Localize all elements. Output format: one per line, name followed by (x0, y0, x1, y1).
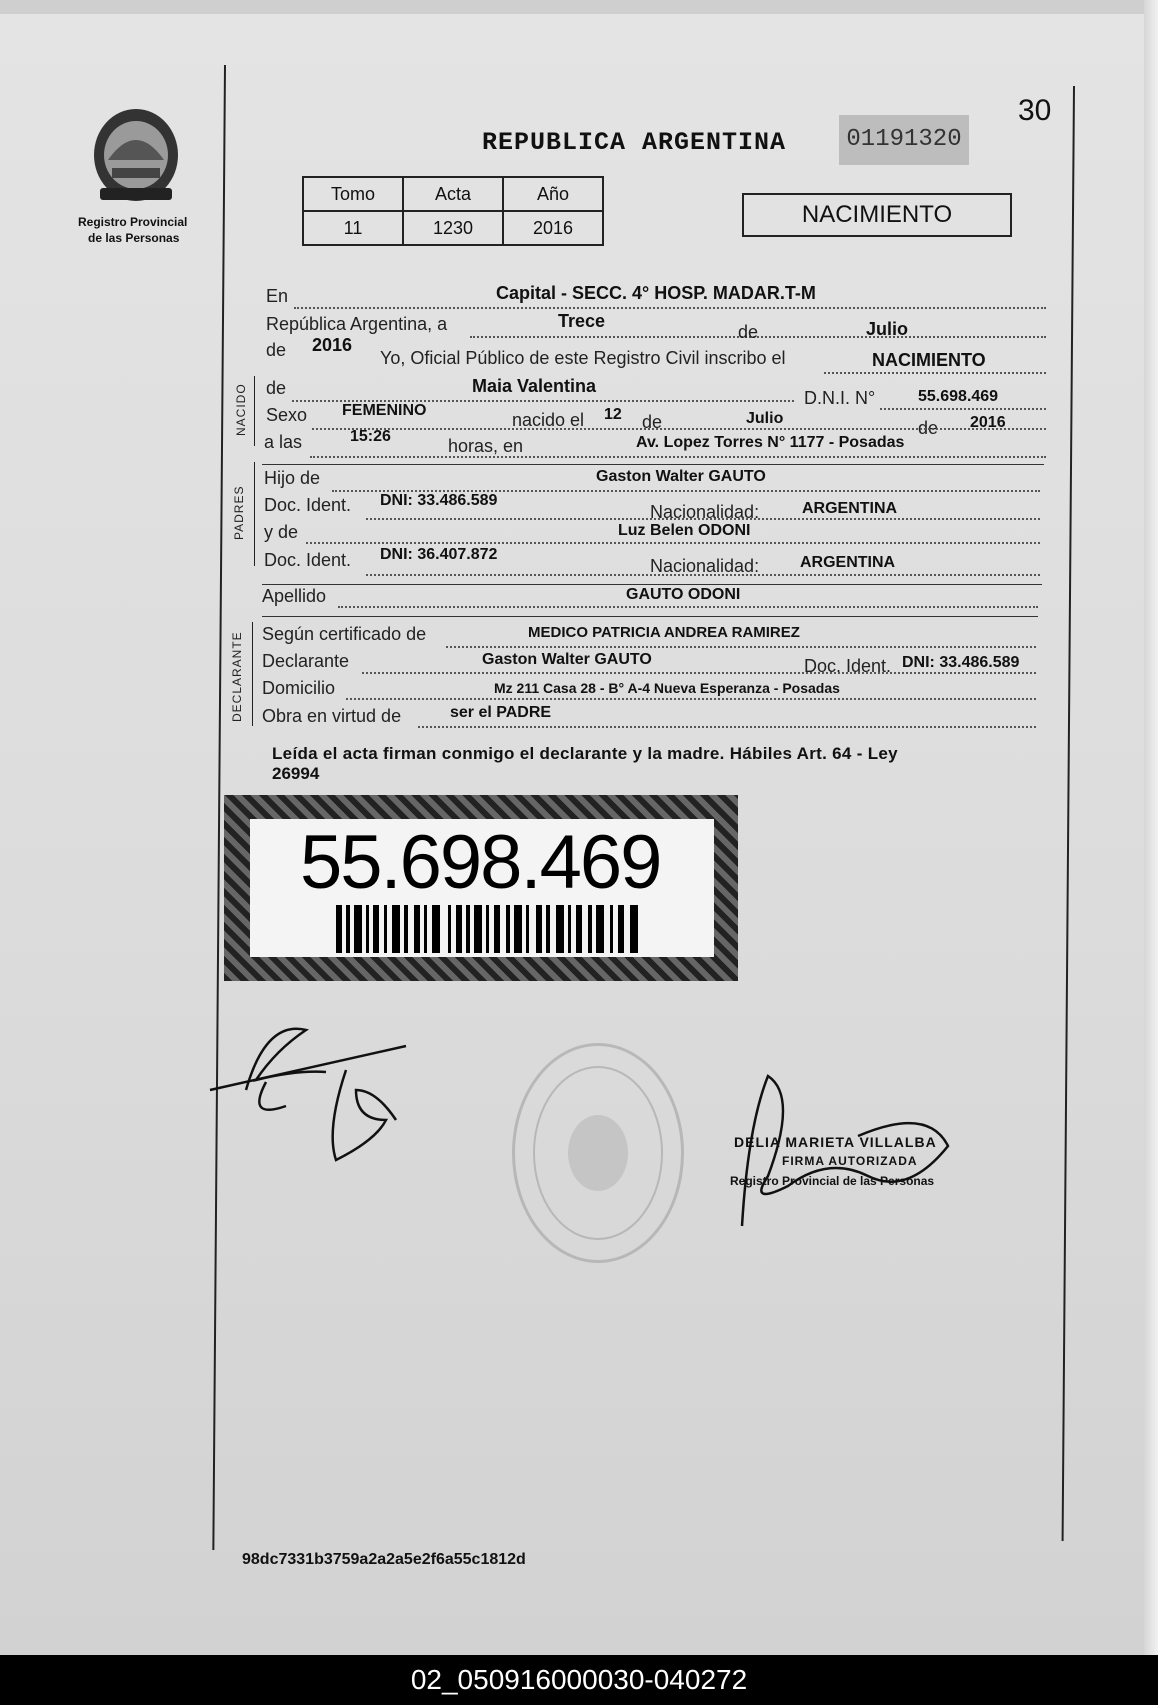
father-nationality-value: ARGENTINA (802, 500, 898, 517)
tomo-value: 11 (303, 211, 403, 245)
father-doc-label: Doc. Ident. (264, 495, 352, 515)
serial-number: 01191320 (839, 115, 969, 165)
sexo-label: Sexo (266, 405, 308, 425)
mother-doc-dotted-line (366, 574, 1040, 576)
a-las-label: a las (264, 432, 303, 452)
page-number: 30 (1018, 94, 1052, 127)
anio-header: Año (503, 177, 603, 211)
y-de-label: y de (264, 522, 299, 542)
horas-en-label: horas, en (448, 436, 524, 456)
nacido-divider (262, 464, 1044, 465)
declarante-doc-value: DNI: 33.486.589 (902, 654, 1020, 671)
apellido-dotted-line (338, 606, 1038, 608)
footer-id: 02_050916000030-040272 (410, 1664, 748, 1695)
dni-barcode-sticker (224, 795, 738, 981)
domicilio-value: Mz 211 Casa 28 - B° A-4 Nueva Esperanza - Posadas (494, 680, 840, 696)
father-nationality-label: Nacionalidad: (650, 502, 760, 522)
padres-bracket (254, 462, 255, 566)
declarante-doc-label: Doc. Ident. (804, 656, 892, 676)
mother-nationality-label: Nacionalidad: (650, 556, 760, 576)
mother-nationality-value: ARGENTINA (800, 554, 896, 571)
place-dotted-line (294, 307, 1046, 309)
country-title: REPUBLICA ARGENTINA (482, 128, 787, 157)
birth-time-value: 15:26 (350, 428, 391, 445)
official-registry-stamp (512, 1043, 684, 1263)
republica-label: República Argentina, a (266, 314, 448, 334)
dni-dotted-line (880, 408, 1046, 410)
day-words-value: Trece (558, 311, 606, 331)
nacido-de-label: de (266, 378, 287, 398)
dni-label: D.N.I. N° (804, 388, 876, 408)
acta-value: 1230 (403, 211, 503, 245)
month-value: Julio (866, 319, 909, 339)
de-label: de (738, 322, 759, 342)
official-text: Yo, Oficial Público de este Registro Civil inscribo el (380, 348, 786, 368)
declarante-bracket (252, 622, 253, 726)
apellido-label: Apellido (262, 586, 327, 606)
misiones-coat-of-arms-logo (86, 100, 196, 210)
official-name: DELIA MARIETA VILLALBA (734, 1134, 937, 1150)
document-hash: 98dc7331b3759a2a2a5e2f6a55c1812d (242, 1551, 526, 1568)
father-doc-value: DNI: 33.486.589 (380, 492, 498, 509)
declarante-label: Declarante (262, 651, 350, 671)
place-value: Capital - SECC. 4° HOSP. MADAR.T-M (496, 283, 816, 303)
sexo-value: FEMENINO (342, 402, 427, 419)
inscription-dotted-line (824, 372, 1046, 374)
mother-doc-value: DNI: 36.407.872 (380, 546, 498, 563)
child-name-value: Maia Valentina (472, 376, 597, 396)
padres-divider (262, 584, 1042, 585)
declarant-signature (206, 1010, 426, 1170)
nacido-bracket (254, 376, 255, 446)
logo-caption-line-1: Registro Provincial (78, 215, 188, 229)
right-margin-line (1062, 86, 1075, 1541)
mother-doc-label: Doc. Ident. (264, 550, 352, 570)
hijo-de-label: Hijo de (264, 468, 321, 488)
domicilio-dotted-line (346, 698, 1036, 700)
certificado-label: Según certificado de (262, 624, 427, 644)
official-office: Registro Provincial de las Personas (730, 1174, 935, 1188)
closing-text-line-1: Leída el acta firman conmigo el declarante y la madre. Hábiles Art. 64 - Ley (272, 744, 898, 763)
mother-name-value: Luz Belen ODONI (618, 522, 751, 539)
sexo-dotted-line (312, 428, 1046, 430)
mother-dotted-line (306, 542, 1040, 544)
apellido-divider (262, 616, 1038, 617)
birth-day-value: 12 (604, 406, 622, 423)
father-doc-dotted-line (366, 518, 1040, 520)
domicilio-label: Domicilio (262, 678, 336, 698)
barcode-number: 55.698.469 (300, 820, 661, 905)
declarante-dotted-line (362, 672, 1036, 674)
record-type-box: NACIMIENTO (742, 193, 1012, 237)
official-title: FIRMA AUTORIZADA (782, 1154, 918, 1168)
child-dni-value: 55.698.469 (918, 388, 999, 405)
birth-year-value: 2016 (970, 414, 1006, 431)
page-top-edge (0, 0, 1158, 14)
birth-month-value: Julio (746, 410, 784, 427)
birth-address-value: Av. Lopez Torres N° 1177 - Posadas (636, 434, 905, 451)
nacido-el-label: nacido el (512, 410, 585, 430)
obra-value: ser el PADRE (450, 704, 552, 721)
declarante-value: Gaston Walter GAUTO (482, 651, 652, 668)
closing-text-line-2: 26994 (272, 764, 320, 783)
apellido-value: GAUTO ODONI (626, 586, 741, 603)
father-name-value: Gaston Walter GAUTO (596, 468, 766, 485)
page-right-edge (1144, 0, 1158, 1655)
footer-id-strip (0, 1655, 1158, 1705)
obra-dotted-line (418, 726, 1036, 728)
barcode-inner-panel (250, 819, 714, 957)
register-table (302, 176, 604, 246)
tomo-header: Tomo (303, 177, 403, 211)
inscription-type-value: NACIMIENTO (872, 350, 986, 370)
year-prefix-label: de (266, 340, 287, 360)
anio-value: 2016 (503, 211, 603, 245)
declarante-section-label: DECLARANTE (230, 631, 244, 722)
obra-label: Obra en virtud de (262, 706, 402, 726)
certificado-value: MEDICO PATRICIA ANDREA RAMIREZ (528, 624, 800, 641)
address-dotted-line (310, 456, 1046, 458)
stamp-seal-graphic (515, 1046, 681, 1260)
official-signature (728, 1066, 968, 1236)
padres-section-label: PADRES (232, 485, 246, 540)
en-label: En (266, 286, 289, 306)
acta-header: Acta (403, 177, 503, 211)
birth-de-label-2: de (918, 418, 939, 438)
barcode-bars (336, 905, 642, 957)
certificado-dotted-line (446, 646, 1036, 648)
logo-caption-line-2: de las Personas (88, 231, 180, 245)
nacido-section-label: NACIDO (234, 383, 248, 436)
year-value: 2016 (312, 335, 353, 355)
birth-de-label: de (642, 412, 663, 432)
